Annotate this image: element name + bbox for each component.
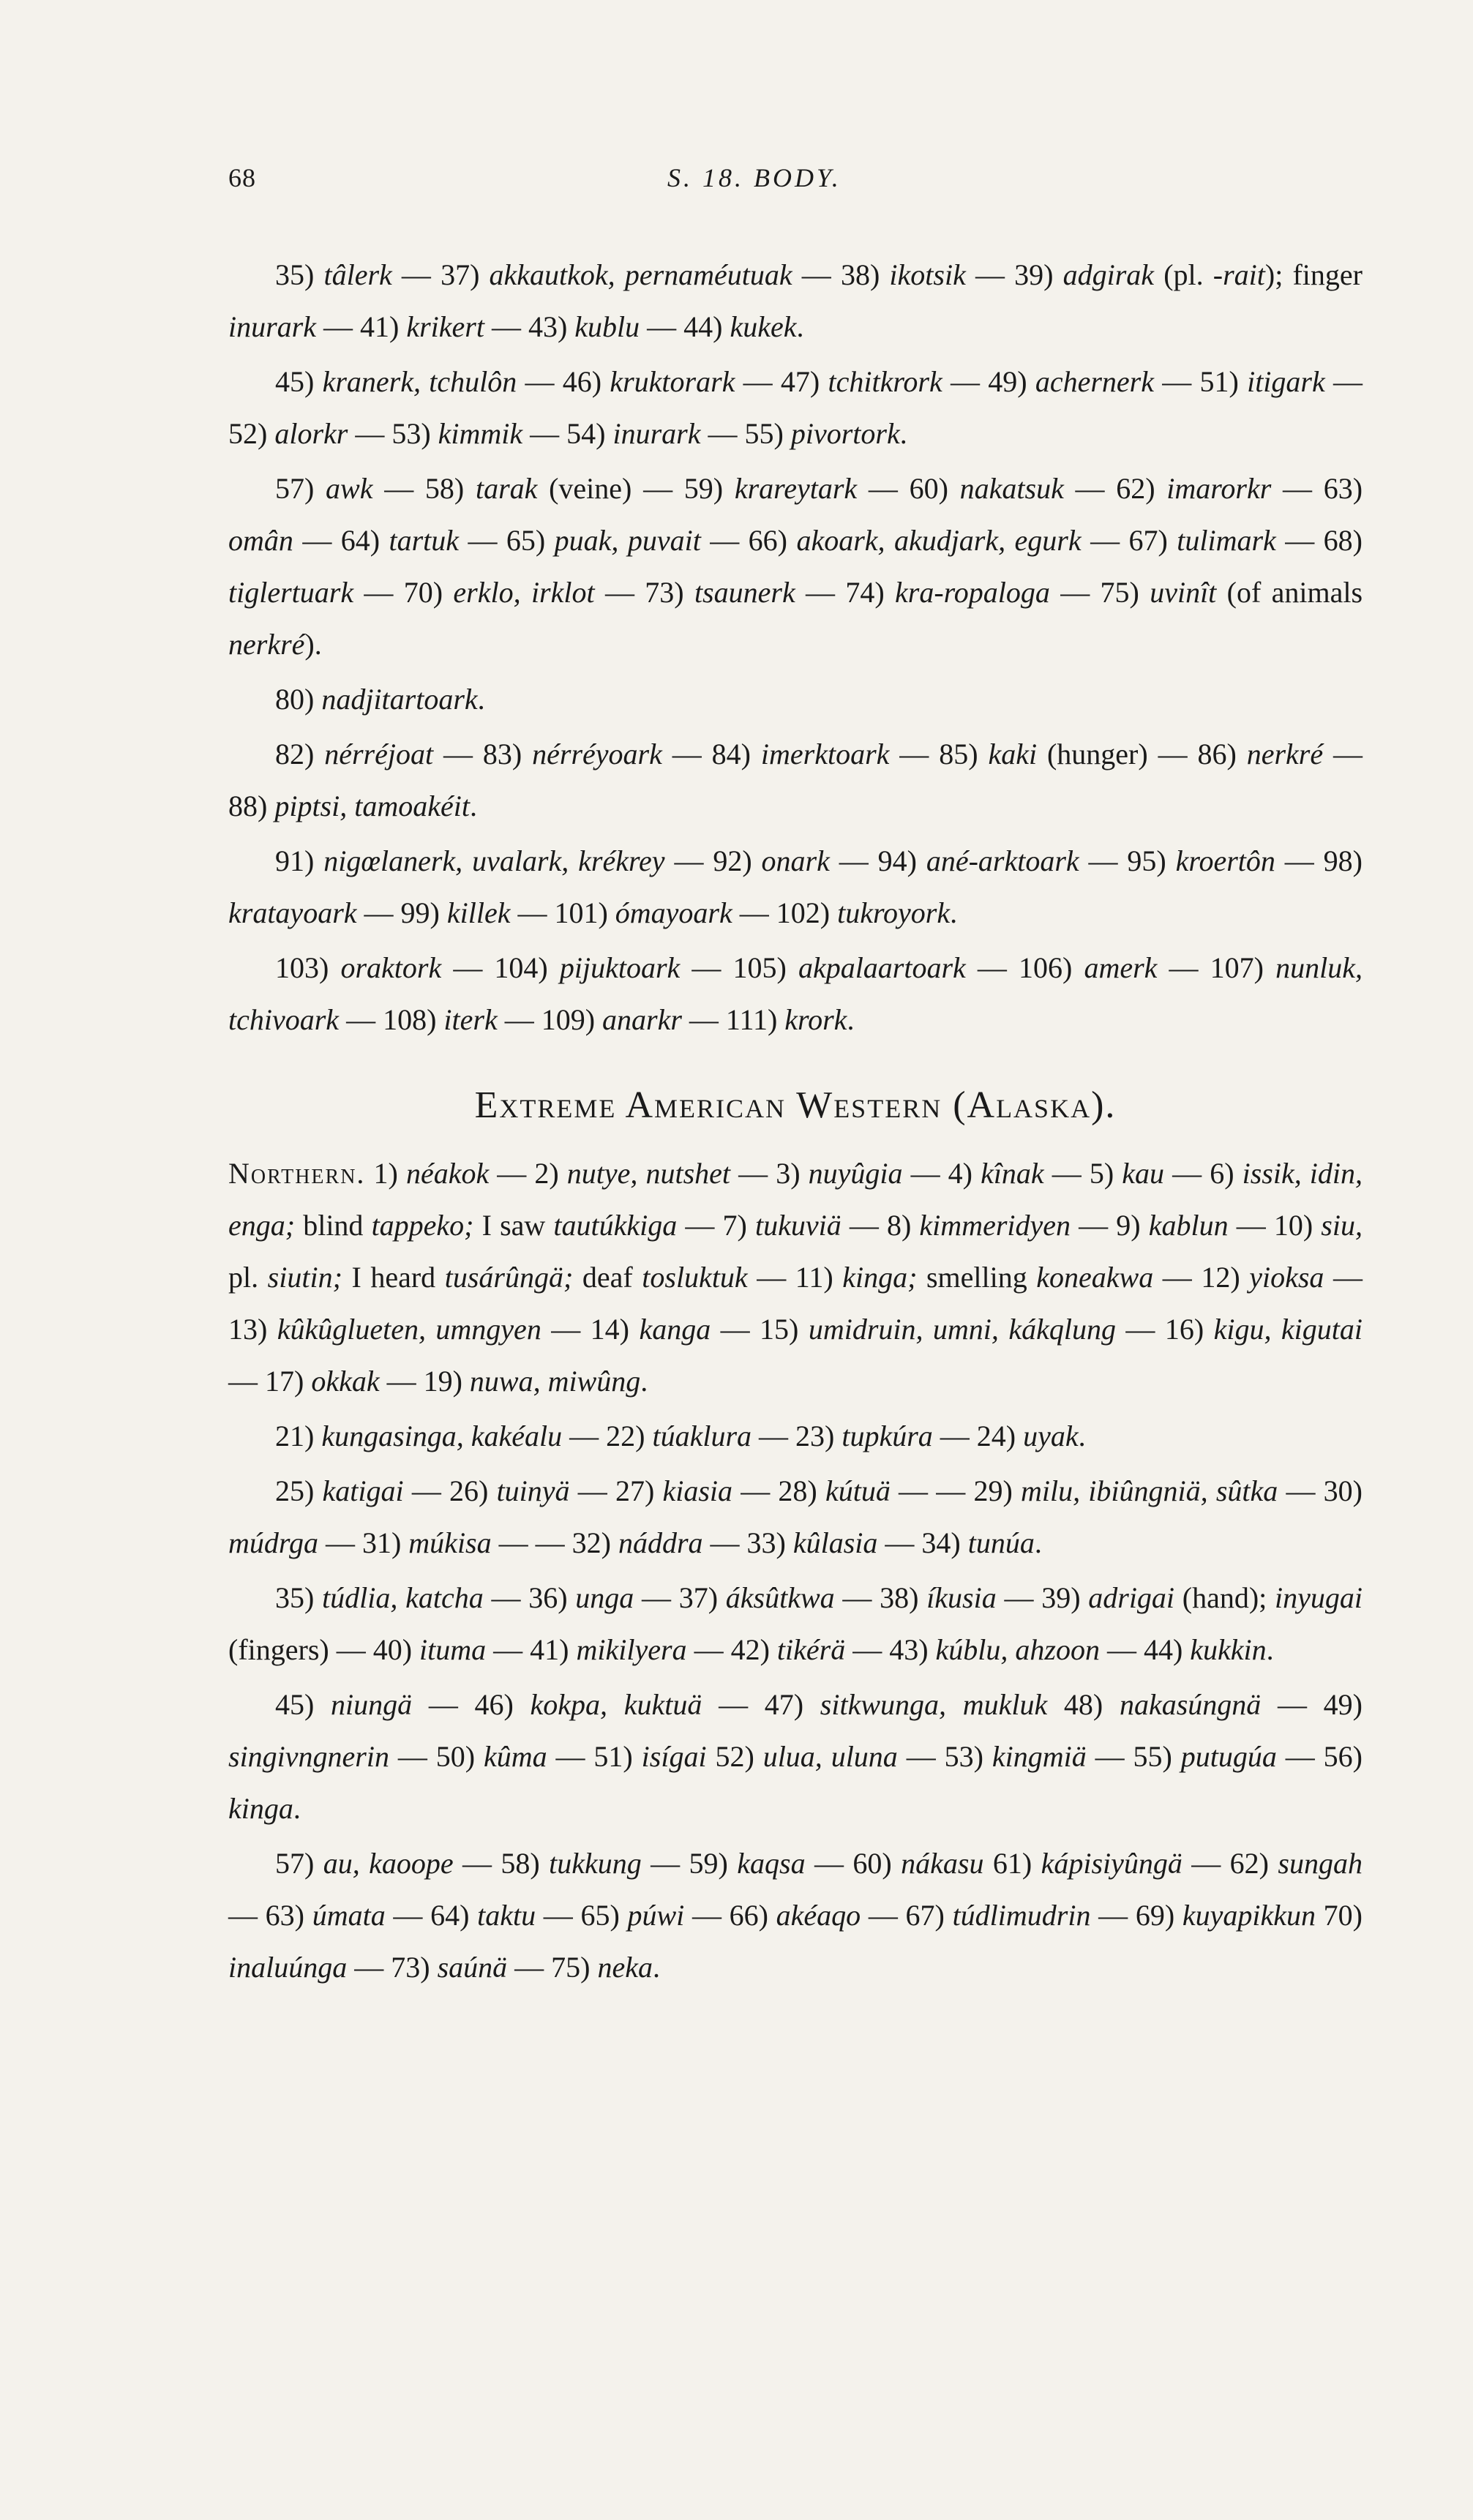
section-title: Extreme American Western (Alaska).: [474, 1084, 1117, 1126]
subsection-label: Northern.: [228, 1157, 366, 1190]
vocab-paragraph: 45) niungä — 46) kokpa, kuktuä — 47) sitkwunga, mukluk 48) nakasúngnä — 49) singivngnerin — 50) kûma — 51) isígai 52) ulua, uluna — 53) kingmiä — 55) putugúa — 56) kinga.: [228, 1688, 1363, 1825]
body-text: [228, 249, 1363, 1996]
vocab-paragraph: 82) nérréjoat — 83) nérréyoark — 84) imerktoark — 85) kaki (hunger) — 86) nerkré — 88) piptsi, tamoakéit.: [228, 738, 1363, 822]
vocab-paragraph: 57) au, kaoope — 58) tukkung — 59) kaqsa — 60) nákasu 61) kápisiyûngä — 62) sungah — 63) úmata — 64) taktu — 65) púwi — 66) akéaqo — 67) túdlimudrin — 69) kuyapikkun 70) inaluúnga — 73) saúnä — 75) neka.: [228, 1847, 1363, 1984]
vocab-paragraph: Northern. 1) néakok — 2) nutye, nutshet — 3) nuyûgia — 4) kînak — 5) kau — 6) issik, idin, enga; blind tappeko; I saw tautúkkiga — 7) tukuviä — 8) kimmeridyen — 9) kablun — 10) siu, pl. siutin; I heard tusárûngä; deaf tosluktuk — 11) kinga; smelling koneakwa — 12) yioksa — 13) kûkûglueten, umngyen — 14) kanga — 15) umidruin, umni, kákqlung — 16) kigu, kigutai — 17) okkak — 19) nuwa, miwûng.: [228, 1157, 1363, 1398]
vocab-paragraph: 45) kranerk, tchulôn — 46) kruktorark — 47) tchitkrork — 49) achernerk — 51) itigark — 52) alorkr — 53) kimmik — 54) inurark — 55) pivortork.: [228, 365, 1363, 450]
vocab-paragraph: 35) túdlia, katcha — 36) unga — 37) áksûtkwa — 38) íkusia — 39) adrigai (hand); inyugai (fingers) — 40) ituma — 41) mikilyera — 42) tikérä — 43) kúblu, ahzoon — 44) kukkin.: [228, 1581, 1363, 1666]
vocab-paragraph: 25) katigai — 26) tuinyä — 27) kiasia — 28) kútuä — — 29) milu, ibiûngniä, sûtka — 30) múdrga — 31) múkisa — — 32) náddra — 33) kûlasia — 34) tunúa.: [228, 1474, 1363, 1559]
vocab-paragraph: 103) oraktork — 104) pijuktoark — 105) akpalaartoark — 106) amerk — 107) nunluk, tchivoark — 108) iterk — 109) anarkr — 111) krork.: [228, 951, 1363, 1036]
vocab-paragraph: 91) nigœlanerk, uvalark, krékrey — 92) onark — 94) ané-arktoark — 95) kroertôn — 98) kratayoark — 99) killek — 101) ómayoark — 102) tukroyork.: [228, 844, 1363, 929]
page-number: 68: [228, 163, 256, 192]
vocabulary-list-after: [228, 1147, 1363, 1993]
vocab-paragraph: 21) kungasinga, kakéalu — 22) túaklura — 23) tupkúra — 24) uyak.: [275, 1420, 1086, 1452]
vocab-paragraph: 35) tâlerk — 37) akkautkok, pernaméutuak — 38) ikotsik — 39) adgirak (pl. -rait); finger inurark — 41) krikert — 43) kublu — 44) kukek.: [228, 258, 1363, 343]
running-title: S. 18. BODY.: [667, 163, 842, 192]
running-head: [228, 162, 842, 193]
vocabulary-list-before: [228, 249, 1363, 1046]
vocab-paragraph: 57) awk — 58) tarak (veine) — 59) krareytark — 60) nakatsuk — 62) imarorkr — 63) omân — 64) tartuk — 65) puak, puvait — 66) akoark, akudjark, egurk — 67) tulimark — 68) tiglertuark — 70) erklo, irklot — 73) tsaunerk — 74) kra-ropaloga — 75) uvinît (of animals nerkré).: [228, 472, 1363, 661]
vocab-paragraph: 80) nadjitartoark.: [275, 683, 485, 716]
